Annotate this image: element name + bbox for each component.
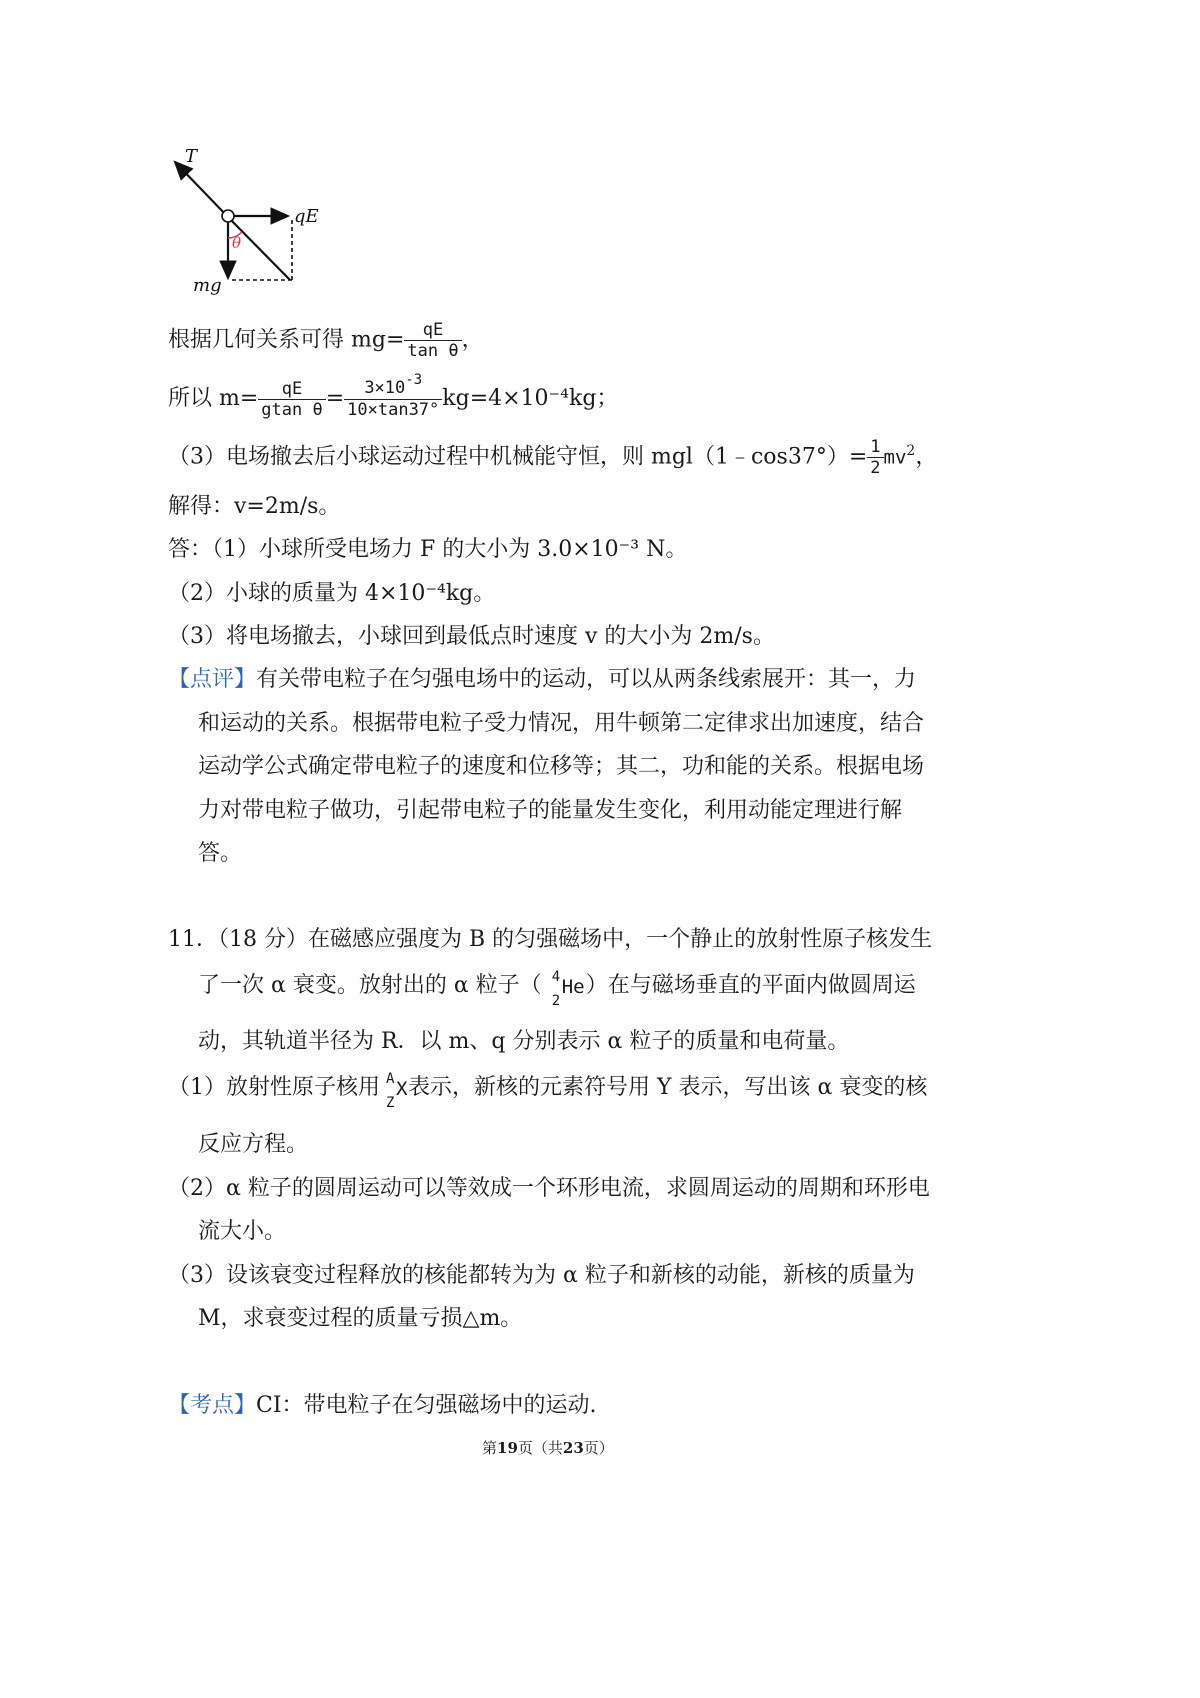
page-footer: 第19页（共23页） [482, 1439, 614, 1457]
solution-line-1: 根据几何关系可得 mg= $\frac{qE}{\text{tan θ}}$ ， [168, 320, 484, 361]
question-1-line-1: （1）放射性原子核用 A Z X 表示，新核的元素符号用 Y 表示，写出该 α 衰变的核 [168, 1071, 928, 1111]
helium-nuclide: 4 2 He [551, 969, 585, 1009]
question-3-line-2: M，求衰变过程的质量亏损△m。 [198, 1306, 523, 1331]
fraction-qE-over-tan: $\frac{qE}{\text{tan θ}}$ [404, 320, 461, 361]
review-line-4: 力对带电粒子做功，引起带电粒子的能量发生变化，利用动能定理进行解 [198, 798, 903, 823]
solution-line-4: 解得：v=2m/s。 [168, 494, 341, 519]
problem11-line-1: 11．（18 分）在磁感应强度为 B 的匀强磁场中，一个静止的放射性原子核发生 [168, 927, 933, 952]
question-3-line-1: （3）设该衰变过程释放的核能都转为为 α 粒子和新核的动能，新核的质量为 [168, 1263, 915, 1288]
line1-prefix: 根据几何关系可得 mg= [168, 327, 405, 353]
review-tag: 【点评】 [168, 667, 257, 692]
solution-line-2: 所以 m= $\frac{qE}{\text{gtan θ}}$ = $\frac{3\times 10^{-3}}{10\times\tan 37^\circ}$ kg=4×10⁻⁴kg； [168, 372, 619, 420]
question-1-line-2: 反应方程。 [198, 1132, 309, 1157]
fraction-one-half: $\frac{1}{2}$ [867, 437, 883, 478]
force-diagram [160, 140, 360, 320]
review-line-1: 【点评】有关带电粒子在匀强电场中的运动，可以从两条线索展开：其一，力 [168, 667, 917, 692]
fraction-numeric: $\frac{3\times 10^{-3}}{10\times\tan 37^\circ}$ [344, 378, 442, 420]
answer-1: 答：（1）小球所受电场力 F 的大小为 3.0×10⁻³ N。 [168, 537, 688, 562]
answer-2: （2）小球的质量为 4×10⁻⁴kg。 [168, 581, 496, 606]
page-number: 19 [497, 1439, 518, 1457]
ball [222, 210, 234, 222]
label-T: T [185, 146, 198, 167]
solution-line-3: （3）电场撤去后小球运动过程中机械能守恒，则 mgl（1﹣cos37°）= $\frac{1}{2}$ $mv^2$， [168, 437, 938, 478]
fraction-qE-over-gtan: $\frac{qE}{\text{gtan θ}}$ [258, 379, 325, 420]
parent-nuclide: A Z X [386, 1071, 408, 1111]
label-theta: θ [232, 234, 242, 252]
review-line-3: 运动学公式确定带电粒子的速度和位移等；其二，功和能的关系。根据电场 [198, 754, 925, 779]
page-total: 23 [562, 1439, 584, 1457]
tension-arrow [175, 162, 228, 217]
problem11-line-2: 了一次 α 衰变。放射出的 α 粒子（ 4 2 He ）在与磁场垂直的平面内做圆周运 [198, 969, 916, 1009]
answer-3: （3）将电场撤去，小球回到最低点时速度 v 的大小为 2m/s。 [168, 624, 775, 649]
question-2-line-1: （2）α 粒子的圆周运动可以等效成一个环形电流，求圆周运动的周期和环形电 [168, 1176, 930, 1201]
problem11-line-3: 动，其轨道半径为 R．以 m、q 分别表示 α 粒子的质量和电荷量。 [198, 1029, 850, 1054]
label-qE: qE [294, 206, 319, 227]
label-mg: mg [193, 275, 222, 296]
kaodian: 【考点】CI：带电粒子在匀强磁场中的运动. [168, 1393, 597, 1418]
question-2-line-2: 流大小。 [198, 1219, 287, 1244]
review-line-2: 和运动的关系。根据带电粒子受力情况，用牛顿第二定律求出加速度，结合 [198, 711, 925, 736]
review-line-5: 答。 [198, 841, 243, 866]
kaodian-tag: 【考点】 [168, 1393, 257, 1418]
